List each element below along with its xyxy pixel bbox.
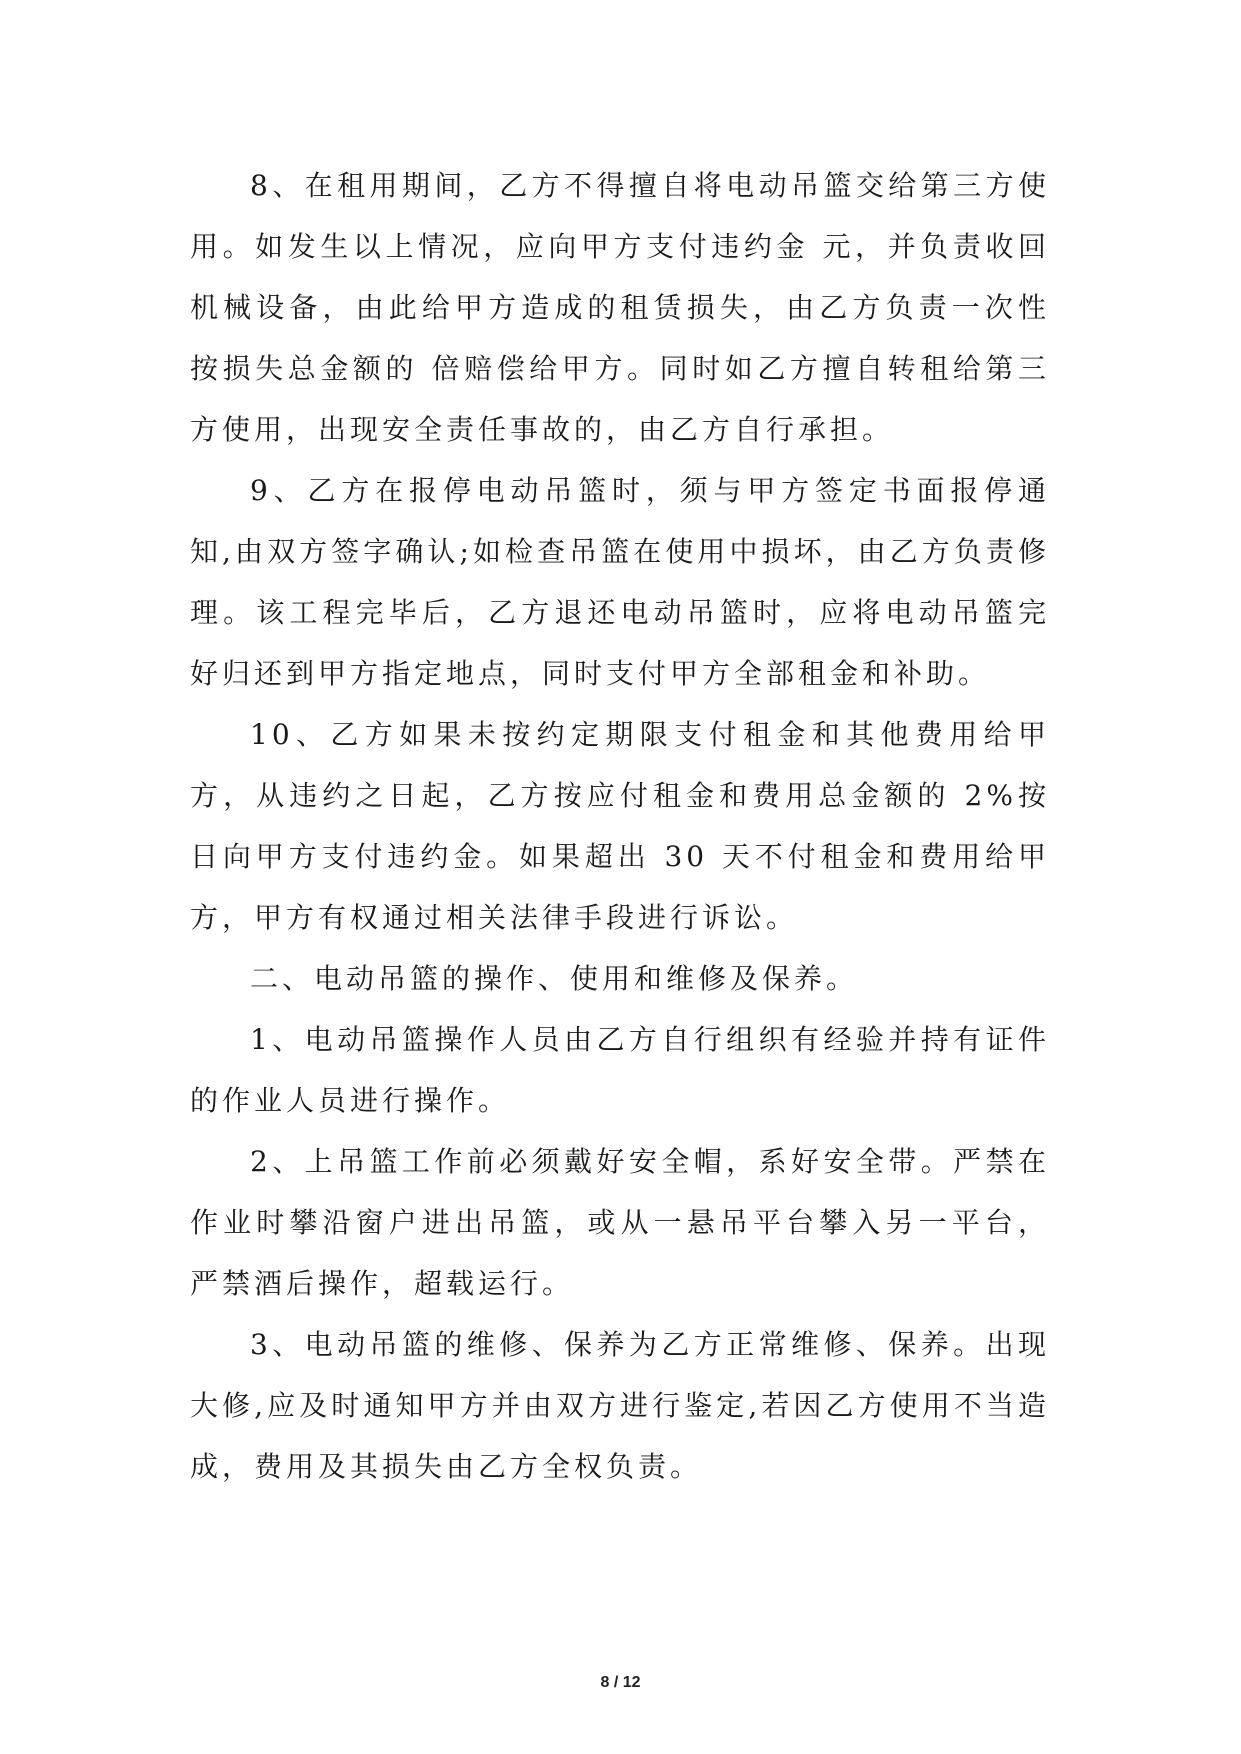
page-number: 8 / 12 [600,1674,641,1691]
clause-9-paragraph: 9、乙方在报停电动吊篮时，须与甲方签定书面报停通知,由双方签字确认;如检查吊篮在使用中损坏，由乙方负责修理。该工程完毕后，乙方退还电动吊篮时，应将电动吊篮完好归还到甲方指定地点，同时支付甲方全部租金和补助。 [190,474,1050,690]
clause-8-paragraph: 8、在租用期间，乙方不得擅自将电动吊篮交给第三方使用。如发生以上情况，应向甲方支付违约金 元，并负责收回机械设备，由此给甲方造成的租赁损失，由乙方负责一次性按损失总金额的 倍赔偿给甲方。同时如乙方擅自转租给第三方使用，出现安全责任事故的，由乙方自行承担。 [190,169,1050,446]
section-2-heading: 二、电动吊篮的操作、使用和维修及保养。 [250,962,859,995]
clause-10-paragraph: 10、乙方如果未按约定期限支付租金和其他费用给甲方，从违约之日起，乙方按应付租金和费用总金额的 2%按日向甲方支付违约金。如果超出 30 天不付租金和费用给甲方，甲方有权通过相关法律手段进行诉讼。 [190,718,1050,934]
section-2-item-1-paragraph: 1、电动吊篮操作人员由乙方自行组织有经验并持有证件的作业人员进行操作。 [190,1023,1050,1117]
section-2-item-2-paragraph: 2、上吊篮工作前必须戴好安全帽，系好安全带。严禁在作业时攀沿窗户进出吊篮，或从一悬吊平台攀入另一平台，严禁酒后操作，超载运行。 [190,1145,1050,1300]
section-2-item-3-paragraph: 3、电动吊篮的维修、保养为乙方正常维修、保养。出现大修,应及时通知甲方并由双方进行鉴定,若因乙方使用不当造成，费用及其损失由乙方全权负责。 [190,1328,1050,1483]
document-body [190,155,1050,1497]
